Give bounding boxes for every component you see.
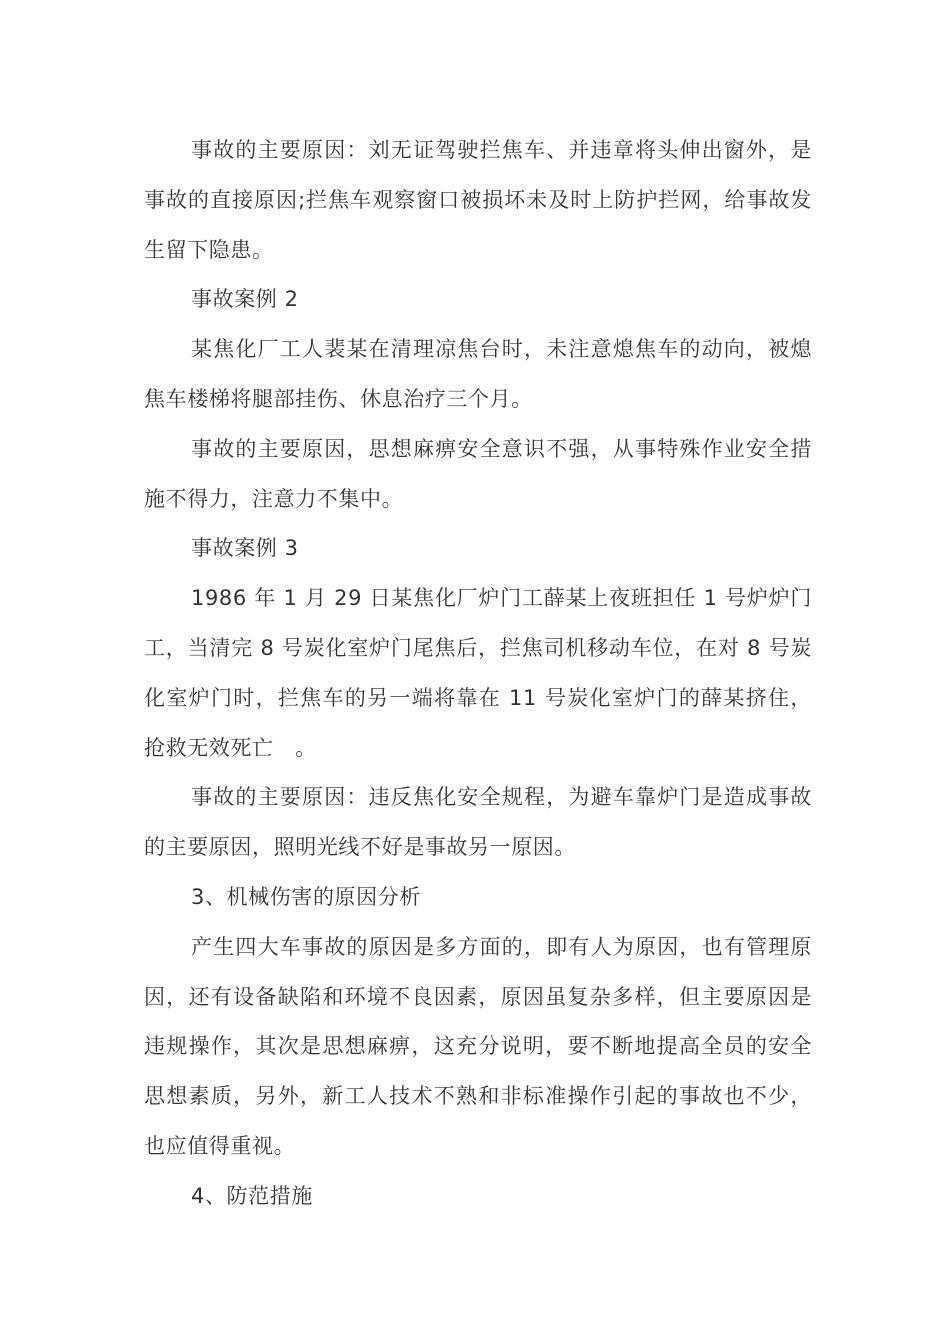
- case-heading-3: 事故案例 3: [191, 536, 299, 561]
- paragraph-cause-3: 事故的主要原因：违反焦化安全规程，为避车靠炉门是造成事故的主要原因，照明光线不好是事故另一原因。: [144, 785, 812, 860]
- paragraph-analysis: 产生四大车事故的原因是多方面的，即有人为原因，也有管理原因，还有设备缺陷和环境不良因素，原因虽复杂多样，但主要原因是违规操作，其次是思想麻痹，这充分说明，要不断地提高全员的安全思想素质，另外，新工人技术不熟和非标准操作引起的事故也不少，也应值得重视。: [144, 934, 812, 1158]
- document-body: [144, 126, 812, 1222]
- section-heading-4: 4、防范措施: [191, 1183, 313, 1208]
- paragraph-case-3: 1986 年 1 月 29 日某焦化厂炉门工薛某上夜班担任 1 号炉炉门工，当清完 8 号炭化室炉门尾焦后，拦焦司机移动车位，在对 8 号炭化室炉门时，拦焦车的另一端将靠在 11 号炭化室炉门的薛某挤住，抢救无效死亡 。: [144, 586, 812, 760]
- section-heading-3: 3、机械伤害的原因分析: [191, 884, 421, 909]
- case-heading-2: 事故案例 2: [191, 287, 299, 312]
- paragraph-cause-1: 事故的主要原因：刘无证驾驶拦焦车、并违章将头伸出窗外，是事故的直接原因;拦焦车观察窗口被损坏未及时上防护拦网，给事故发生留下隐患。: [144, 138, 812, 262]
- paragraph-cause-2: 事故的主要原因，思想麻痹安全意识不强，从事特殊作业安全措施不得力，注意力不集中。: [144, 436, 812, 511]
- paragraph-case-2: 某焦化厂工人裴某在清理凉焦台时，未注意熄焦车的动向，被熄焦车楼梯将腿部挂伤、休息治疗三个月。: [144, 337, 812, 411]
